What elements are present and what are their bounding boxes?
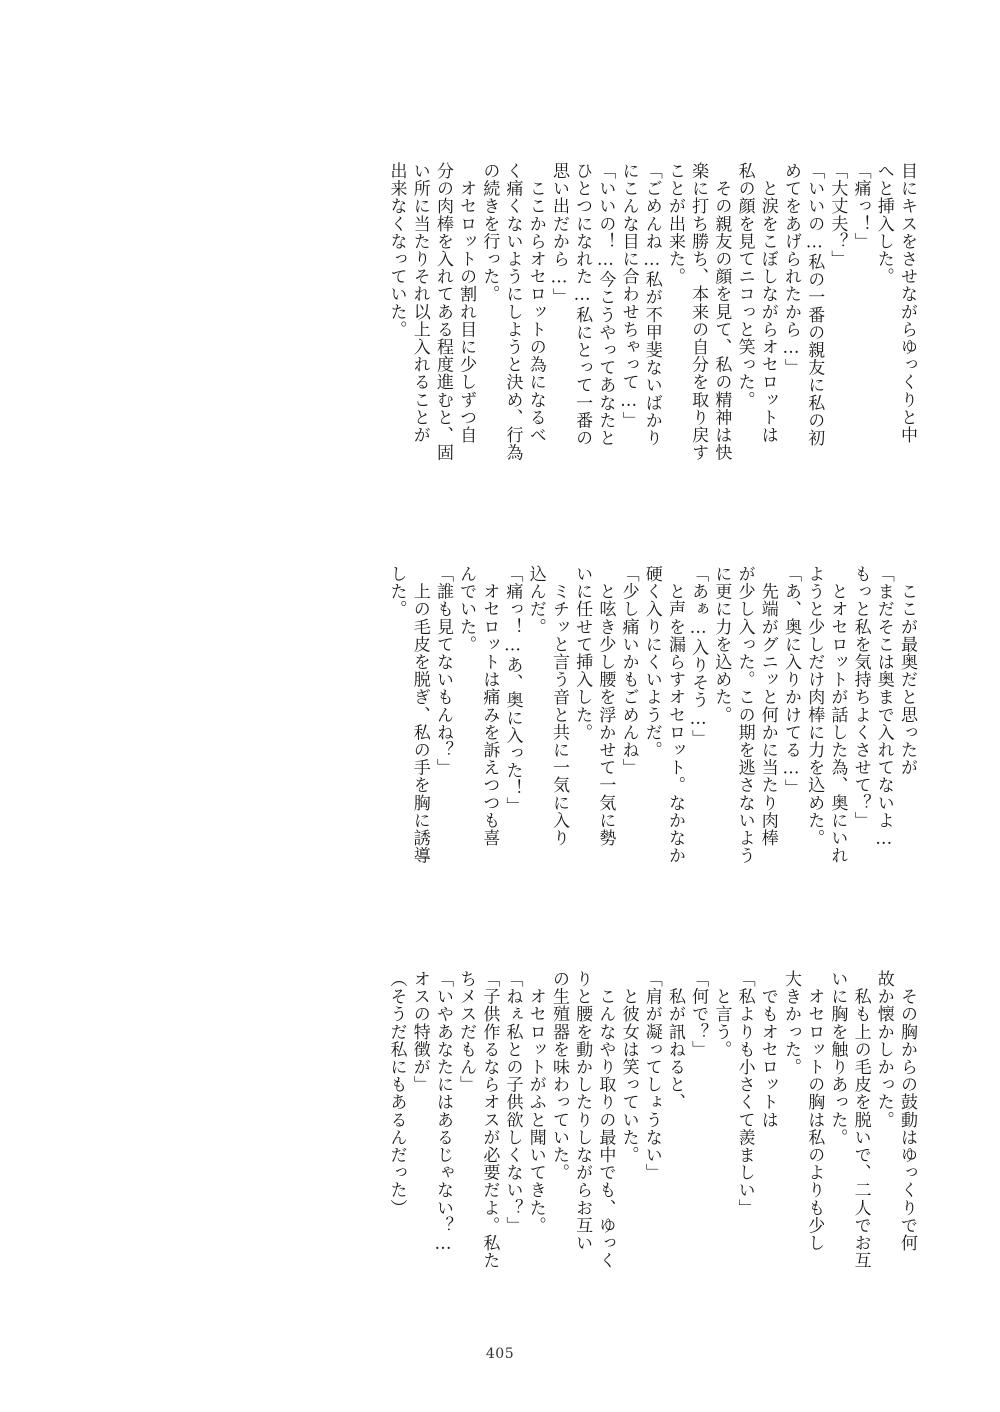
text-line: 「私よりも小さくて羨ましい」 [734,970,755,1217]
text-line: にこんな目に合わせちゃって…」 [618,162,639,429]
text-line: ひとつになれた…私にとって一番の [572,162,593,447]
text-line: オセロットの胸は私のよりも少し [804,970,825,1252]
text-line: めてをあげられたから…」 [780,162,801,377]
text-line: 私も上の毛皮を脱いで、二人でお互 [850,970,871,1270]
text-line: オスの特徴が」 [409,970,430,1094]
text-line: と声を漏らすオセロット。なかなか [664,565,685,865]
text-line: 「いいの…私の一番の親友に私の初 [804,162,825,447]
text-line: が少し入った。この期を逃さないよう [734,565,755,865]
text-tier-middle [128,565,918,915]
text-line: 分の肉棒を入れてある程度進むと、固 [432,162,453,462]
text-line: （そうだ私にもあるんだった） [386,970,407,1217]
text-tier-top [128,162,918,510]
text-line: 「子供作るならオスが必要だよ。私た [479,970,500,1270]
text-line: 「あ、奥に入りかけてる…」 [780,565,801,797]
text-line: ちメスだもん」 [456,970,477,1094]
text-line: と彼女は笑っていた。 [618,970,639,1164]
text-line: い所に当たりそれ以上入れることが [409,162,430,444]
text-line: んでいた。 [456,565,477,653]
text-line: ようと少しだけ肉棒に力を込めた。 [804,565,825,847]
text-line: 私が訊ねると、 [664,970,685,1111]
text-line: りと腰を動かしたりしながらお互い [572,970,593,1252]
text-line: の生殖器を味わっていた。 [548,970,569,1182]
text-line: 「いやあなたにはあるじゃない？… [432,970,453,1255]
text-line: 私の顔を見てニコっと笑った。 [734,162,755,409]
text-line: オセロットは痛みを訴えつつも喜 [479,565,500,847]
text-line: 「痛っ！」 [850,162,871,250]
text-line: 「あぁ…入りそう…」 [688,565,709,747]
text-line: 大きかった。 [780,970,801,1076]
text-line: いに任せて挿入した。 [572,565,593,741]
text-line: 「いいの！…今こうやってあなたと [595,162,616,447]
text-line: く痛くないようにしようと決め、行為 [502,162,523,462]
text-tier-bottom [128,970,918,1315]
text-line: 「痛っ！…あ、奥に入った！」 [502,565,523,815]
text-line: 「肩が凝ってしょうない」 [641,970,662,1182]
text-line: ここからオセロットの為になるべ [525,162,546,444]
text-line: 思い出だから…」 [548,162,569,306]
text-line: した。 [386,565,407,618]
text-line: 目にキスをさせながらゆっくりと中 [897,162,917,444]
text-line: 込んだ。 [525,565,546,636]
text-line: オセロットがふと聞いてきた。 [525,970,546,1234]
text-line: 「ごめんね…私が不甲斐ないばかり [641,162,662,447]
text-line: ミチッと言う音と共に一気に入り [548,565,569,847]
text-line: オセロットの割れ目に少しずつ自 [456,162,477,444]
text-line: 「大丈夫？」 [827,162,848,268]
text-line: でもオセロットは [757,970,778,1129]
text-line: もっと私を気持ちよくさせて？」 [850,565,871,829]
text-line: 「まだそこは奥まで入れてないよ… [873,565,894,850]
text-line: と涙をこぼしながらオセロットは [757,162,778,444]
text-line: 「少し痛いかもごめんね」 [618,565,639,777]
text-line: その胸からの鼓動はゆっくりで何 [897,970,917,1252]
text-line: いに胸を触りあった。 [827,970,848,1146]
text-line: ここが最奥だと思ったが [897,565,917,777]
text-line: 「何で？」 [688,970,709,1058]
text-line: こんなやり取りの最中でも、ゆっく [595,970,616,1270]
text-line: とオセロットが話した為、奥にいれ [827,565,848,865]
text-line: 上の毛皮を脱ぎ、私の手を胸に誘導 [409,565,430,865]
text-line: 故か懐かしかった。 [873,970,894,1129]
text-line: と呟き少し腰を浮かせて一気に勢 [595,565,616,847]
text-line: に更に力を込めた。 [711,565,732,724]
text-line: 楽に打ち勝ち、本来の自分を取り戻す [688,162,709,462]
text-line: 「ねぇ私との子供欲しくない？」 [502,970,523,1234]
text-line: 硬く入りにくいようだ。 [641,565,662,759]
text-line: ことが出来た。 [664,162,685,286]
text-line: と言う。 [711,970,732,1058]
text-line: 先端がグニッと何かに当たり肉棒 [757,565,778,847]
text-line: その親友の顔を見て、私の精神は快 [711,162,732,462]
text-line: へと挿入した。 [873,162,894,286]
text-line: の続きを行った。 [479,162,500,303]
page-number: 405 [485,1346,515,1362]
text-line: 「誰も見てないもんね？」 [432,565,453,777]
text-line: 出来なくなっていた。 [386,162,407,338]
